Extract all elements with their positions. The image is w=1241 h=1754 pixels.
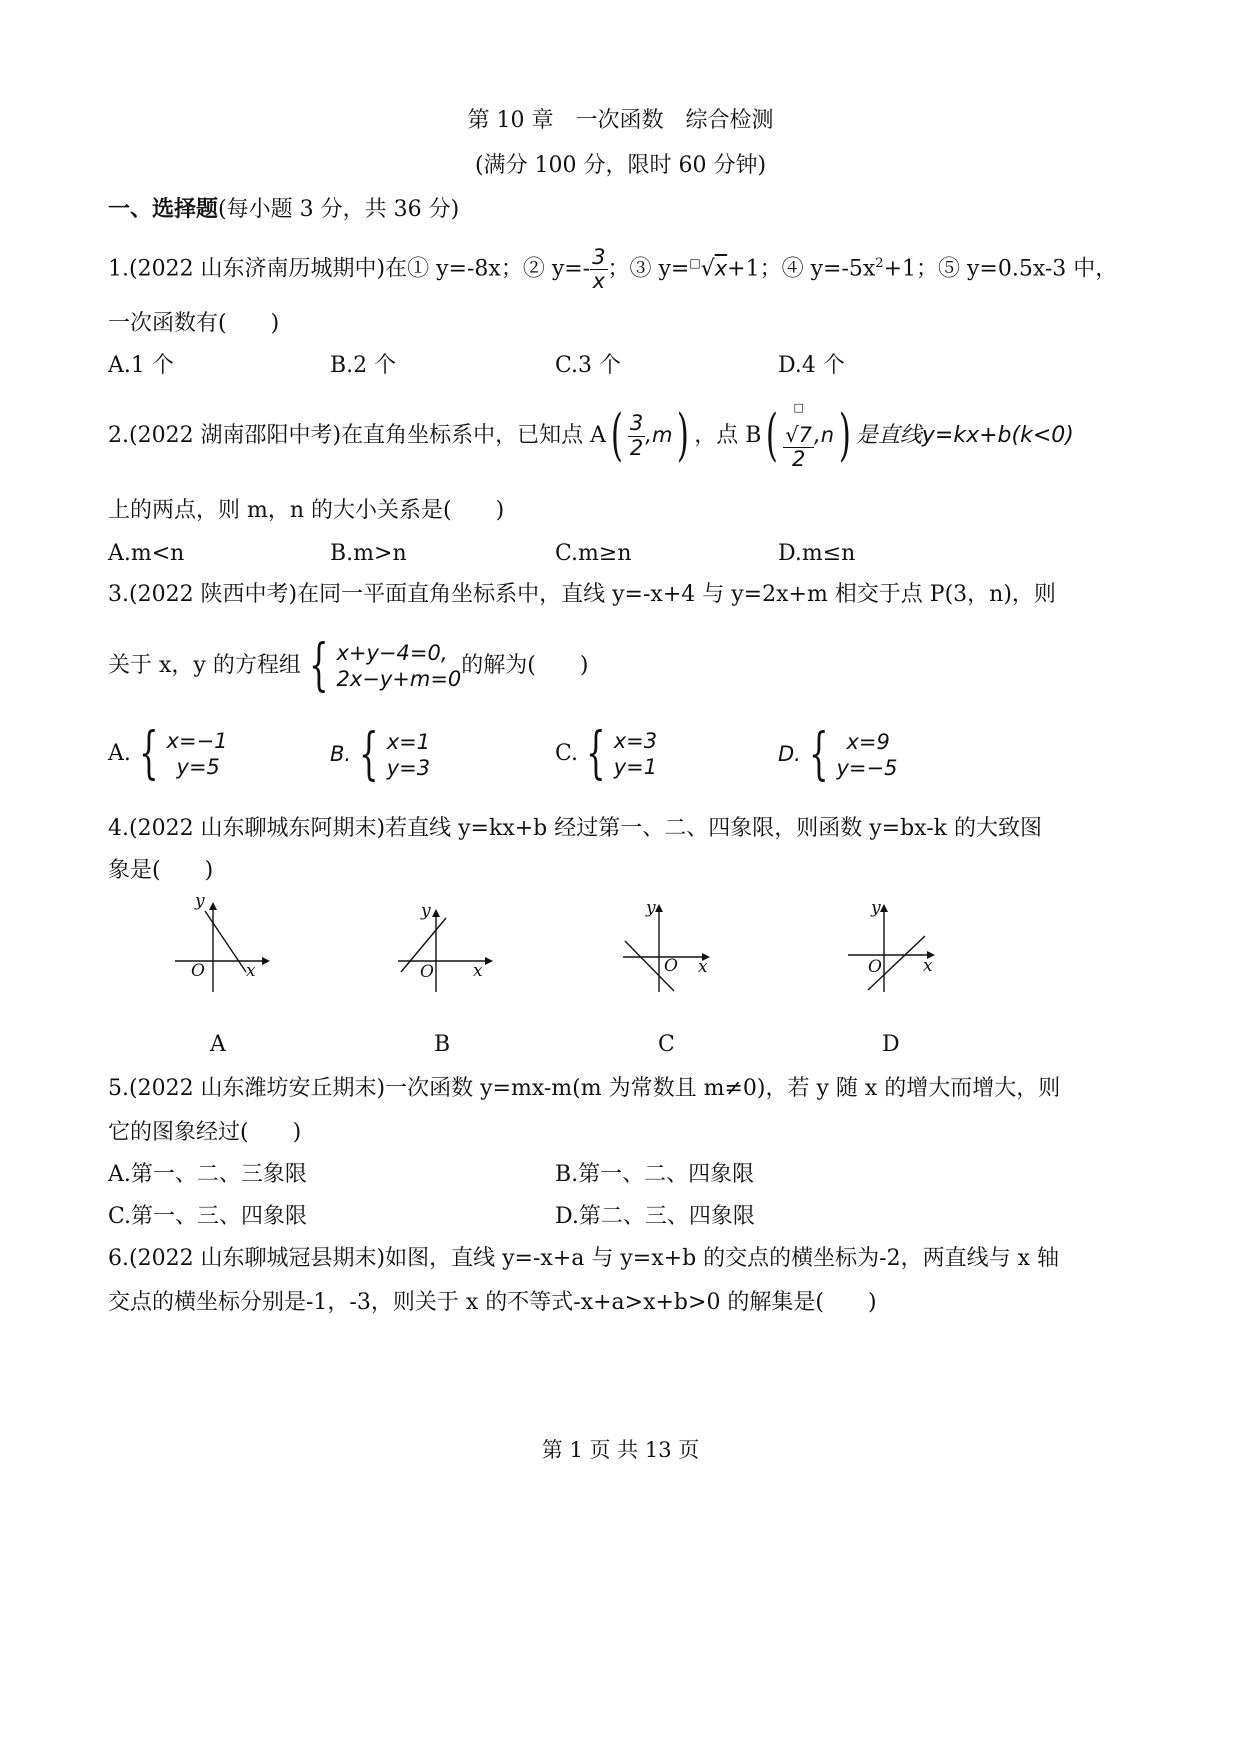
- q2-option-b[interactable]: B.m>n: [330, 541, 407, 566]
- question-3-line-2: 关于 x，y 的方程组 { x+y−4=0, 2x−y+m=0 的解为( ): [108, 633, 589, 698]
- q3-option-b[interactable]: B. { x=1 y=3: [330, 722, 431, 787]
- line-equation: 是直线y=kx+b(k<0): [855, 423, 1074, 448]
- question-1-line-1: 1.(2022 山东济南历城期中)在① y=-8x；② y=- $\frac{3}{x}$ ；③ y=□√x+1；④ $y=-5x^2+1$；⑤ y=0.5x-3 中，: [108, 244, 1118, 293]
- q1-option-a[interactable]: A.1 个: [108, 353, 174, 378]
- exponent: 2: [875, 256, 884, 271]
- question-3-line-1: 3.(2022 陕西中考)在同一平面直角坐标系中，直线 y=-x+4 与 y=2x+m 相交于点 P(3，n)，则: [108, 582, 1056, 607]
- svg-text:O: O: [191, 961, 205, 981]
- question-2-line-2: 上的两点，则 m，n 的大小关系是( ): [108, 498, 505, 523]
- svg-text:y: y: [195, 892, 205, 911]
- question-5-line-2: 它的图象经过( ): [108, 1120, 302, 1145]
- page-number: 第 1 页 共 13 页: [541, 1438, 700, 1462]
- root-argument: x: [714, 256, 728, 281]
- section-heading: [108, 198, 459, 221]
- q1-option-c[interactable]: C.3 个: [555, 353, 622, 378]
- graph-label-c: C: [658, 1032, 675, 1057]
- q2-option-a[interactable]: A.m<n: [108, 541, 185, 566]
- q5-option-c[interactable]: C.第一、三、四象限: [108, 1204, 308, 1229]
- q5-option-d[interactable]: D.第二、三、四象限: [555, 1204, 755, 1229]
- graph-c[interactable]: [618, 892, 728, 1002]
- question-6-line-2: 交点的横坐标分别是-1，-3，则关于 x 的不等式-x+a>x+b>0 的解集是( ): [108, 1290, 877, 1315]
- q5-option-a[interactable]: A.第一、二、三象限: [108, 1162, 307, 1187]
- root-symbol: √: [700, 256, 715, 282]
- graph-d[interactable]: [843, 892, 953, 1002]
- question-6-line-1: 6.(2022 山东聊城冠县期末)如图，直线 y=-x+a 与 y=x+b 的交点的横坐标为-2，两直线与 x 轴: [108, 1246, 1059, 1271]
- q2-option-d[interactable]: D.m≤n: [778, 541, 856, 566]
- question-2-line-1: 2.(2022 湖南邵阳中考)在直角坐标系中，已知点 A( $\frac{3}{2}$ ,m) ，点 B( □ √7 2 ,n) 是直线y=kx+b(k<0): [108, 400, 1074, 472]
- q1-option-d[interactable]: D.4 个: [778, 353, 845, 378]
- q3-option-c[interactable]: C. { x=3 y=1: [555, 721, 658, 786]
- document-subtitle: (满分 100 分，限时 60 分钟): [474, 153, 767, 178]
- q2-option-c[interactable]: C.m≥n: [555, 541, 632, 566]
- question-4-line-2: 象是( ): [108, 858, 214, 883]
- section-heading-bold: 一、选择题: [108, 196, 219, 222]
- svg-text:y: y: [871, 898, 881, 918]
- question-1-line-2: 一次函数有( ): [108, 311, 280, 336]
- root-index: □: [689, 256, 701, 270]
- svg-text:x: x: [923, 956, 933, 976]
- section-heading-rest: (每小题 3 分，共 36 分): [218, 197, 460, 222]
- q1-option-b[interactable]: B.2 个: [330, 353, 397, 378]
- fraction-3-over-2: $\frac{3}{2}$: [629, 411, 644, 460]
- fraction-3-over-x: $\frac{3}{x}$: [592, 244, 606, 293]
- q5-option-b[interactable]: B.第一、二、四象限: [555, 1162, 755, 1187]
- graph-b[interactable]: [393, 892, 503, 1002]
- q3-option-d[interactable]: D. { x=9 y=−5: [778, 722, 898, 787]
- graph-label-b: B: [434, 1032, 451, 1057]
- svg-text:x: x: [698, 957, 708, 977]
- svg-text:y: y: [646, 898, 656, 918]
- svg-text:x: x: [473, 961, 483, 981]
- graph-label-a: A: [210, 1032, 226, 1057]
- graph-label-d: D: [882, 1032, 900, 1057]
- svg-text:y: y: [421, 901, 431, 921]
- q3-option-a[interactable]: A. { x=−1 y=5: [108, 721, 228, 786]
- fraction-root7-over-2: □ √7 2: [785, 400, 813, 472]
- graph-a[interactable]: [170, 892, 280, 1002]
- document-title: 第 10 章 一次函数 综合检测: [467, 108, 774, 133]
- question-5-line-1: 5.(2022 山东潍坊安丘期末)一次函数 y=mx-m(m 为常数且 m≠0)，若 y 随 x 的增大而增大，则: [108, 1076, 1061, 1101]
- equation-system: x+y−4=0, 2x−y+m=0: [336, 640, 462, 691]
- svg-text:O: O: [868, 957, 882, 977]
- svg-text:O: O: [664, 956, 678, 976]
- question-4-line-1: 4.(2022 山东聊城东阿期末)若直线 y=kx+b 经过第一、二、四象限，则函数 y=bx-k 的大致图: [108, 816, 1042, 841]
- svg-text:x: x: [246, 961, 256, 981]
- svg-text:O: O: [420, 962, 434, 982]
